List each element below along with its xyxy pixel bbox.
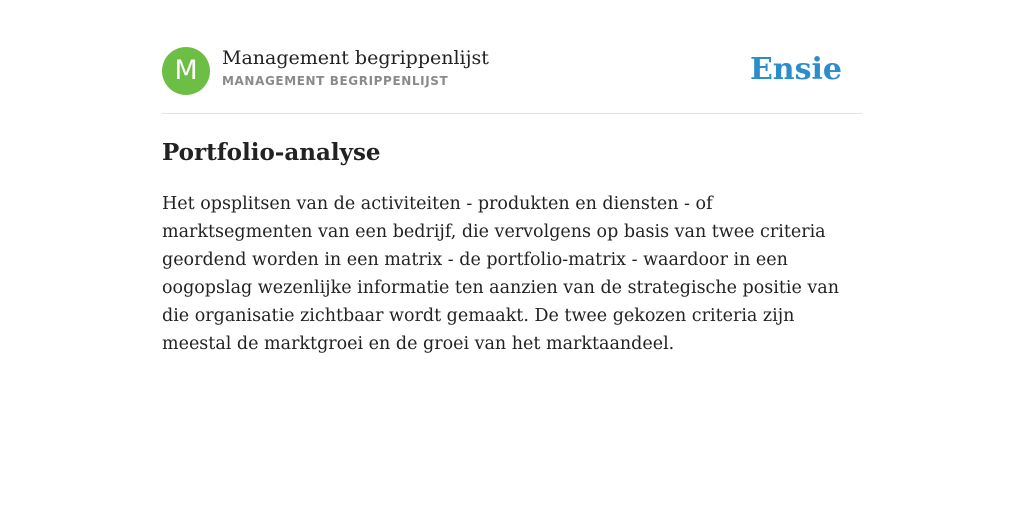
entry-definition: Het opsplitsen van de activiteiten - produkten en diensten - of marktsegmenten van een bedrijf, die vervolgens op basis van twee criteria geordend worden in een matrix - de portfolio-matrix - waardoor in een oogopslag wezenlijke informatie ten aanzien van de strategische positie van die organisatie zichtbaar wordt gemaakt. De twee gekozen criteria zijn meestal de marktgroei en de groei van het marktaandeel. <box>162 194 840 354</box>
list-title-link[interactable]: Management begrippenlijst <box>222 47 489 69</box>
list-subtitle: MANAGEMENT BEGRIPPENLIJST <box>222 74 449 88</box>
header <box>162 46 862 96</box>
ensie-logo-link[interactable]: Ensie <box>749 52 842 87</box>
header-divider <box>162 113 862 114</box>
entry-term: Portfolio-analyse <box>162 139 381 166</box>
avatar[interactable]: M <box>162 47 210 95</box>
list-titles <box>222 46 489 90</box>
